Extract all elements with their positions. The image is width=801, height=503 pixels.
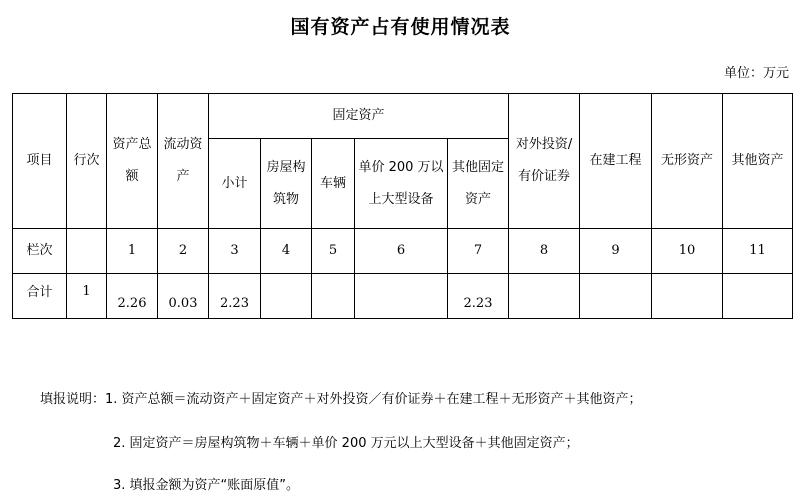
note-line: 填报说明：1. 资产总额＝流动资产＋固定资产＋对外投资／有价证券＋在建工程＋无形资产＋其他资产；: [40, 392, 642, 407]
column-number: 3: [209, 229, 261, 274]
asset-table: [12, 93, 793, 319]
header-current-assets: 流动资产: [158, 94, 209, 229]
unit-label: 单位：万元: [723, 66, 789, 81]
vehicles-value: [312, 274, 355, 319]
note-line: 3. 填报金额为资产“账面原值”。: [113, 478, 300, 493]
buildings-value: [261, 274, 312, 319]
header-fixed-assets: 固定资产: [209, 94, 509, 139]
intangible-value: [652, 274, 723, 319]
column-number: 11: [723, 229, 793, 274]
note-line: 2. 固定资产＝房屋构筑物＋车辆＋单价 200 万元以上大型设备＋其他固定资产；: [113, 436, 579, 451]
column-number: 8: [509, 229, 580, 274]
column-number: 7: [448, 229, 509, 274]
column-row-empty: [67, 229, 107, 274]
header-investments: 对外投资/有价证券: [509, 94, 580, 229]
column-row-label: 栏次: [13, 229, 67, 274]
column-number: 1: [107, 229, 158, 274]
header-construction: 在建工程: [580, 94, 652, 229]
construction-value: [580, 274, 652, 319]
column-number: 5: [312, 229, 355, 274]
other-assets-value: [723, 274, 793, 319]
header-buildings: 房屋构筑物: [261, 139, 312, 229]
column-number: 4: [261, 229, 312, 274]
column-number: 6: [355, 229, 448, 274]
header-row-1: [13, 94, 793, 139]
fixed-subtotal-value: 2.23: [209, 274, 261, 319]
header-item: 项目: [13, 94, 67, 229]
column-number: 9: [580, 229, 652, 274]
header-large-equipment: 单价 200 万以上大型设备: [355, 139, 448, 229]
total-assets-value: 2.26: [107, 274, 158, 319]
column-number-row: [13, 229, 793, 274]
header-vehicles: 车辆: [312, 139, 355, 229]
header-row-no: 行次: [67, 94, 107, 229]
column-number: 2: [158, 229, 209, 274]
page-title: 国有资产占有使用情况表: [290, 16, 511, 38]
current-assets-value: 0.03: [158, 274, 209, 319]
large-equipment-value: [355, 274, 448, 319]
header-intangible: 无形资产: [652, 94, 723, 229]
total-row: [13, 274, 793, 319]
total-row-number: 1: [67, 274, 107, 319]
header-subtotal: 小计: [209, 139, 261, 229]
header-other-fixed: 其他固定资产: [448, 139, 509, 229]
column-number: 10: [652, 229, 723, 274]
header-total-assets: 资产总额: [107, 94, 158, 229]
header-other-assets: 其他资产: [723, 94, 793, 229]
investments-value: [509, 274, 580, 319]
other-fixed-value: 2.23: [448, 274, 509, 319]
total-row-label: 合计: [13, 274, 67, 319]
